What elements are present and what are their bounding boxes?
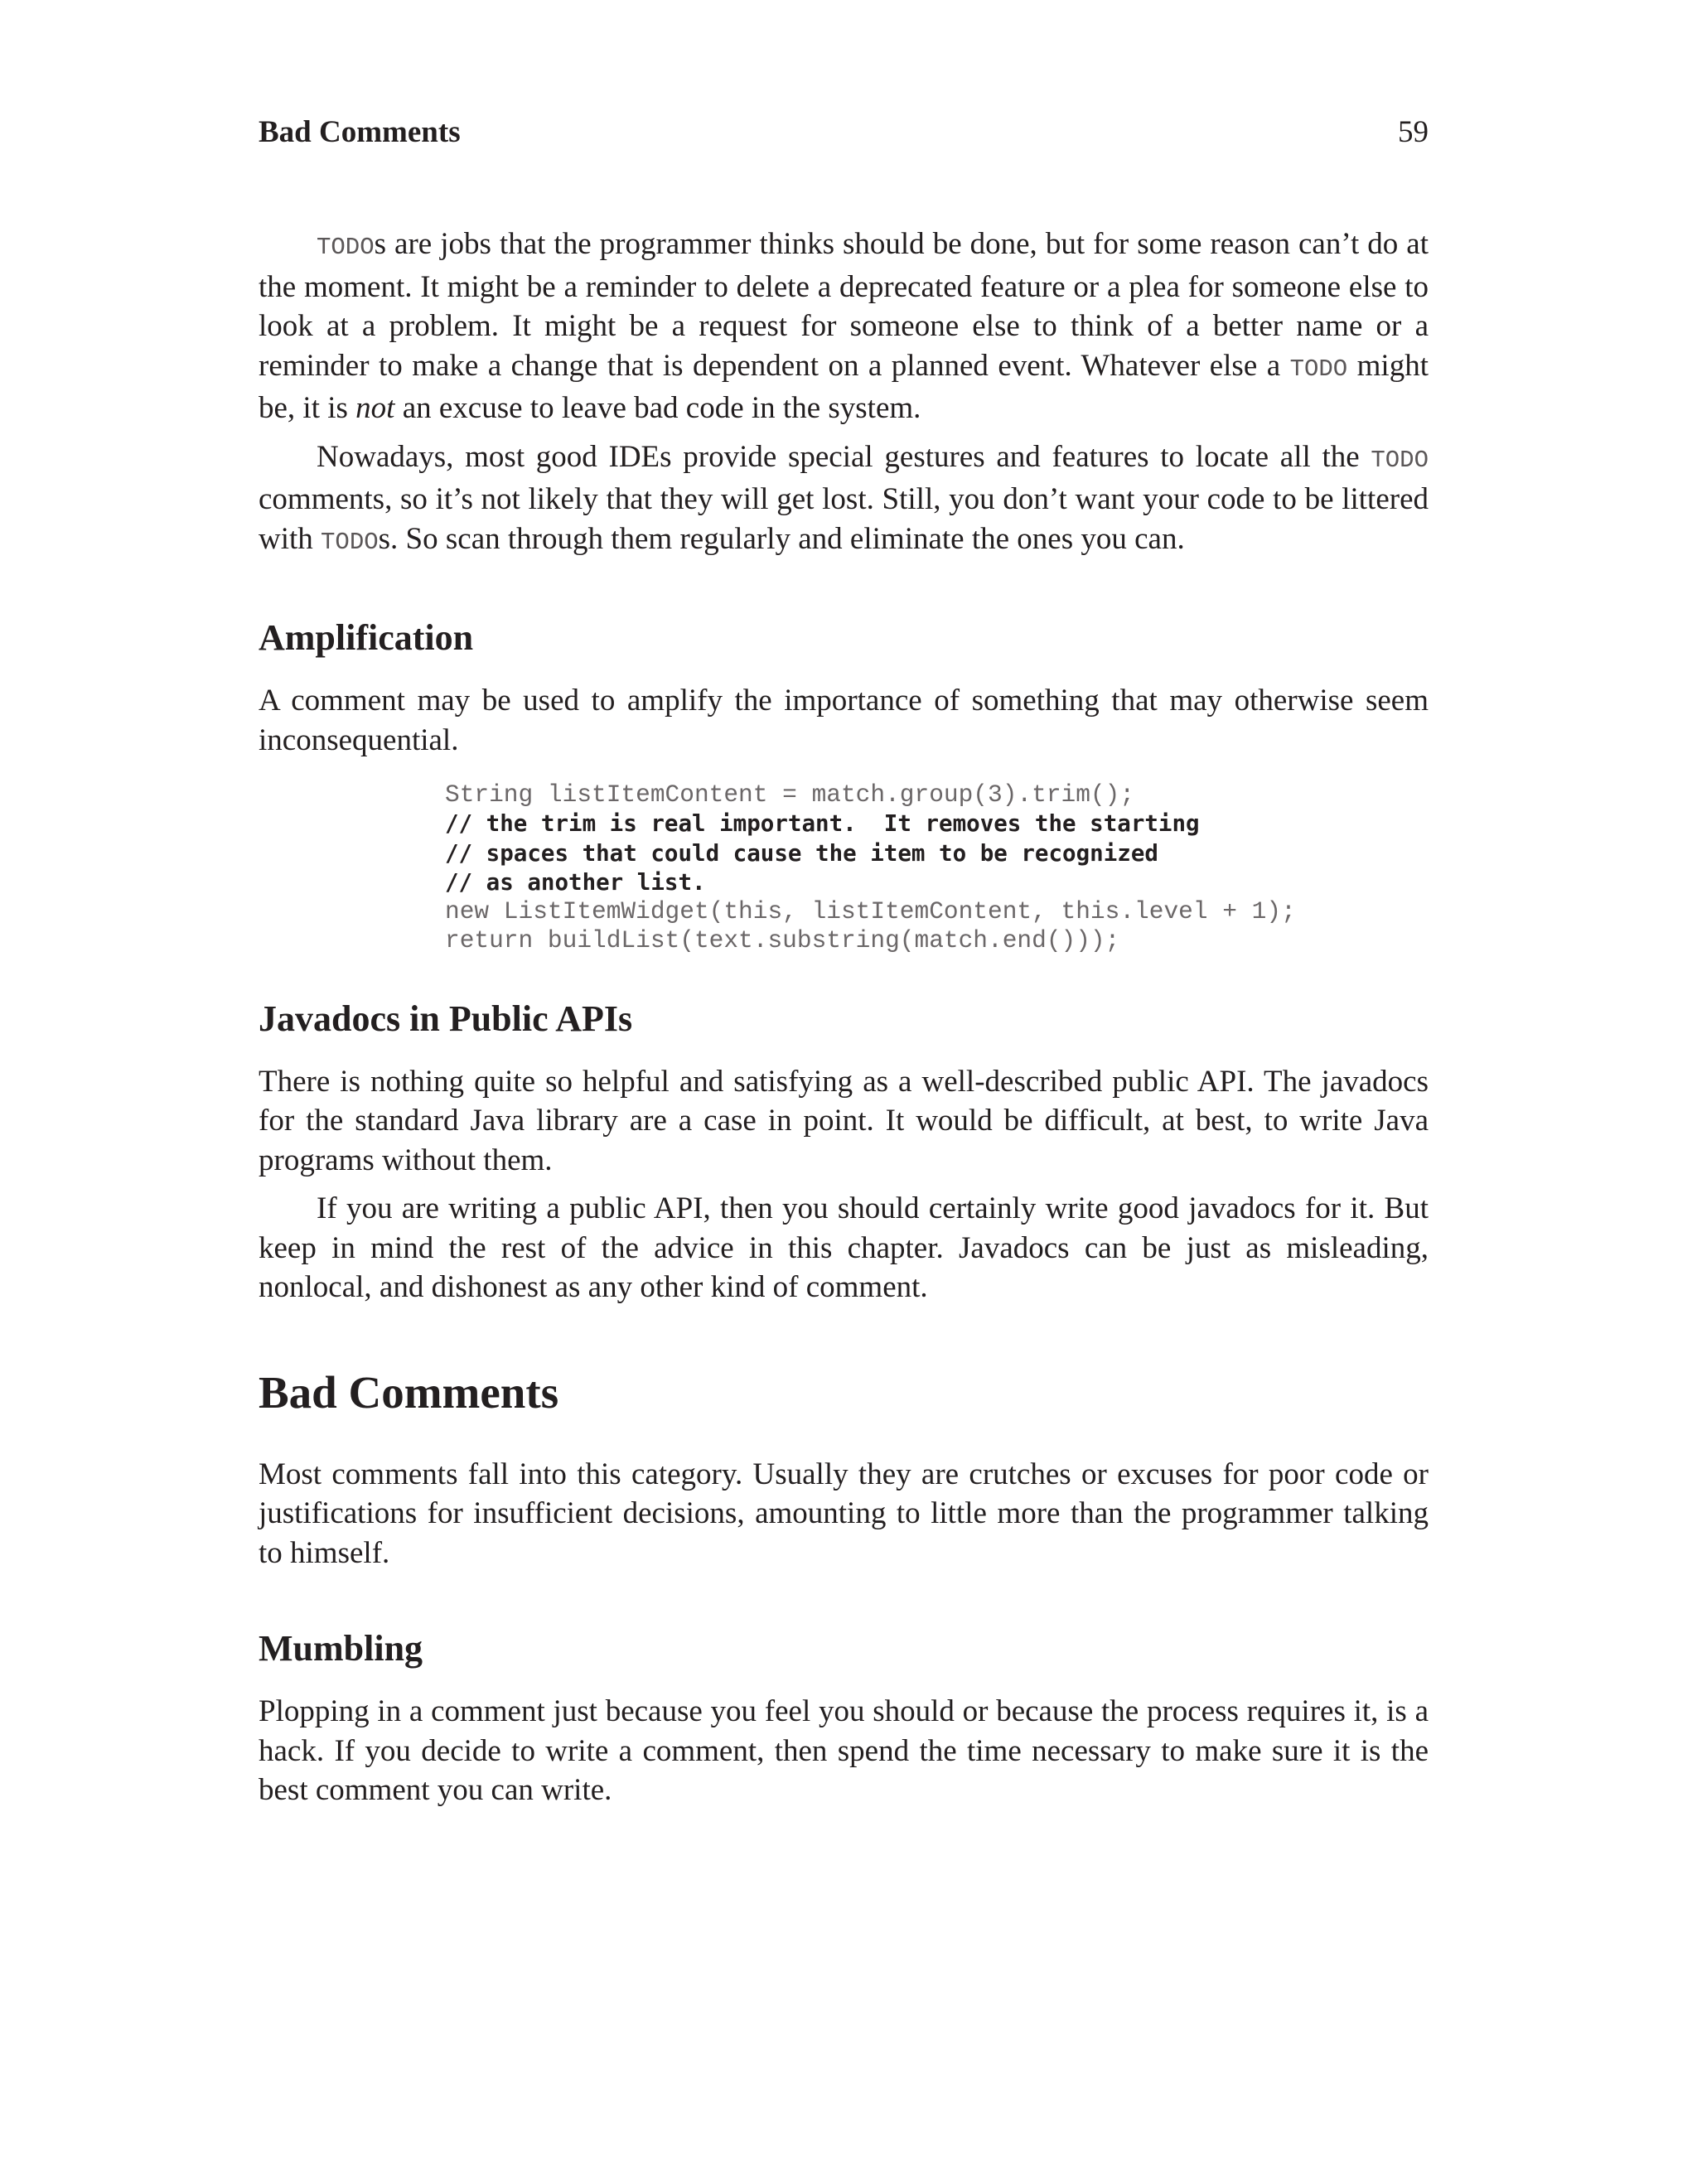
- todo-text: an excuse to leave bad code in the system.: [394, 391, 921, 425]
- amplification-code-block: [259, 780, 1429, 956]
- code-comment-line: // the trim is real important. It removes the starting: [445, 810, 1200, 838]
- code-comment-line: // as another list.: [445, 868, 706, 896]
- code-line: new ListItemWidget(this, listItemContent, this.level + 1);: [445, 897, 1296, 926]
- mumbling-heading: Mumbling: [259, 1628, 423, 1669]
- code-comment-line: // spaces that could cause the item to be recognized: [445, 839, 1158, 867]
- todo-paragraph-2: [259, 437, 1429, 563]
- bad-comments-heading: Bad Comments: [259, 1366, 559, 1418]
- javadocs-paragraph-1: There is nothing quite so helpful and satisfying as a well-described public API. The javadocs for the standard Java library are a case in point. It would be difficult, at best, to write Java programs without them.: [259, 1064, 1429, 1177]
- todo-code-term: TODO: [1289, 355, 1348, 383]
- todo-text: comments, so it’s not likely that they will get lost. Still, you don’t want your code to be littered with: [259, 482, 1429, 556]
- mumbling-paragraph: Plopping in a comment just because you feel you should or because the process requires it, is a hack. If you decide to write a comment, then spend the time necessary to make sure it is the best comment you can write.: [259, 1694, 1429, 1808]
- todo-code-term: TODO: [321, 528, 379, 556]
- book-page: [259, 108, 1429, 1810]
- todo-text: s. So scan through them regularly and eliminate the ones you can.: [378, 521, 1185, 556]
- todo-text: s are jobs that the programmer thinks should be done, but for some reason can’t do at the moment. It might be a reminder to delete a deprecated feature or a plea for someone else to look at a problem. It might be a request for someone else to think of a better name or a reminder to make a change that is dependent on a planned event. Whatever else a: [259, 227, 1429, 383]
- todo-paragraph-1: [259, 225, 1429, 428]
- code-line: String listItemContent = match.group(3).trim();: [445, 780, 1135, 809]
- todo-text: Nowadays, most good IDEs provide special gestures and features to locate all the: [317, 439, 1371, 474]
- todo-code-term: TODO: [1371, 446, 1429, 474]
- todo-code-term: TODO: [317, 234, 375, 261]
- amplification-paragraph: A comment may be used to amplify the importance of something that may otherwise seem inconsequential.: [259, 684, 1429, 757]
- javadocs-heading: Javadocs in Public APIs: [259, 998, 633, 1039]
- running-head-title: Bad Comments: [259, 115, 461, 149]
- bad-comments-paragraph: Most comments fall into this category. Usually they are crutches or excuses for poor code or justifications for insufficient decisions, amounting to little more than the programmer talking to himself.: [259, 1457, 1429, 1570]
- page-number: 59: [1398, 115, 1429, 149]
- code-line: return buildList(text.substring(match.end()));: [445, 926, 1120, 955]
- javadocs-paragraph-2: If you are writing a public API, then you should certainly write good javadocs for it. But keep in mind the rest of the advice in this chapter. Javadocs can be just as misleading, nonlocal, and dishonest as any other kind of comment.: [259, 1191, 1429, 1305]
- emphasis-not: not: [355, 391, 395, 425]
- todo-text: might be, it is: [259, 348, 1429, 425]
- running-head: [259, 108, 1429, 157]
- amplification-heading: Amplification: [259, 617, 474, 658]
